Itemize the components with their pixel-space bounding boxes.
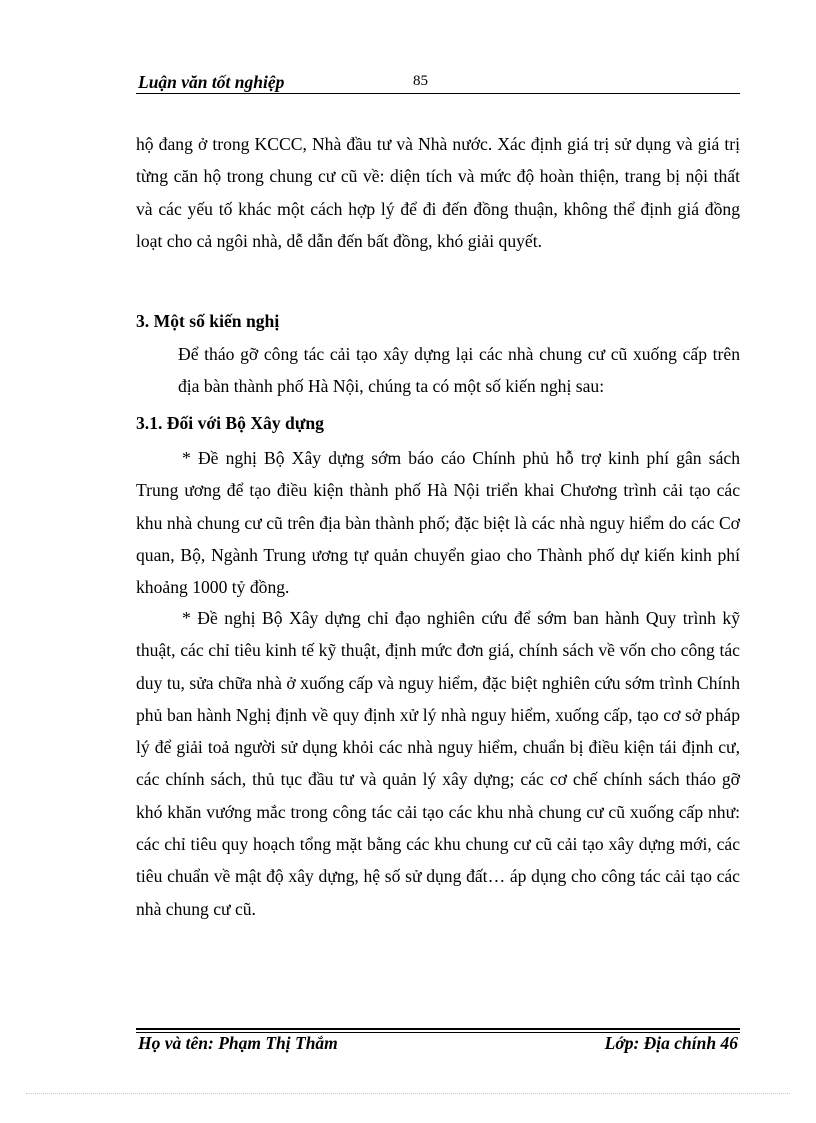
header-rule [136, 93, 740, 94]
thesis-title: Luận văn tốt nghiệp [138, 72, 285, 92]
paragraph-3: * Đề nghị Bộ Xây dựng sớm báo cáo Chính phủ hỗ trợ kinh phí gân sách Trung ương để tạo điều kiện thành phố Hà Nội triển khai Chương trình cải tạo các khu nhà chung cư cũ trên địa bàn thành phố; đặc biệt là các nhà nguy hiểm do các Cơ quan, Bộ, Ngành Trung ương tự quản chuyển giao cho Thành phố dự kiến kinh phí khoảng 1000 tỷ đồng. [136, 448, 740, 598]
footer-rule [136, 1028, 740, 1030]
author-name: Họ và tên: Phạm Thị Thắm [138, 1033, 338, 1053]
page-footer [136, 1024, 740, 1064]
author-class: Lớp: Địa chính 46 [604, 1033, 738, 1053]
page-bottom-divider [26, 1093, 790, 1094]
paragraph-1: hộ đang ở trong KCCC, Nhà đầu tư và Nhà nước. Xác định giá trị sử dụng và giá trị từng căn hộ trong chung cư cũ về: diện tích và mức độ hoàn thiện, trang bị nội thất và các yếu tố khác một cách hợp lý để đi đến đồng thuận, không thể định giá đồng loạt cho cả ngôi nhà, dễ dẫn đến bất đồng, khó giải quyết. [136, 134, 740, 251]
page-header [136, 66, 740, 96]
section-heading-3-1: 3.1. Đối với Bộ Xây dựng [136, 413, 324, 433]
paragraph-4: * Đề nghị Bộ Xây dựng chỉ đạo nghiên cứu để sớm ban hành Quy trình kỹ thuật, các chỉ tiêu kinh tế kỹ thuật, định mức đơn giá, chính sách về vốn cho công tác duy tu, sửa chữa nhà ở xuống cấp và nguy hiểm, đặc biệt nghiên cứu sớm trình Chính phủ ban hành Nghị định về quy định xử lý nhà nguy hiểm, xuống cấp, tạo cơ sở pháp lý để giải toả người sử dụng khỏi các nhà nguy hiểm, chuẩn bị điều kiện tái định cư, các chính sách, thủ tục đầu tư và quản lý xây dựng; các cơ chế chính sách tháo gỡ khó khăn vướng mắc trong công tác cải tạo các khu nhà chung cư cũ xuống cấp như: các chỉ tiêu quy hoạch tổng mặt bằng các khu chung cư cũ cải tạo xây dựng mới, các tiêu chuẩn về mật độ xây dựng, hệ số sử dụng đất… áp dụng cho công tác cải tạo các nhà chung cư cũ. [136, 608, 740, 919]
paragraph-2: Để tháo gỡ công tác cải tạo xây dựng lại các nhà chung cư cũ xuống cấp trên địa bàn thành phố Hà Nội, chúng ta có một số kiến nghị sau: [178, 344, 740, 397]
page-number: 85 [413, 73, 428, 89]
section-heading-3: 3. Một số kiến nghị [136, 311, 280, 331]
